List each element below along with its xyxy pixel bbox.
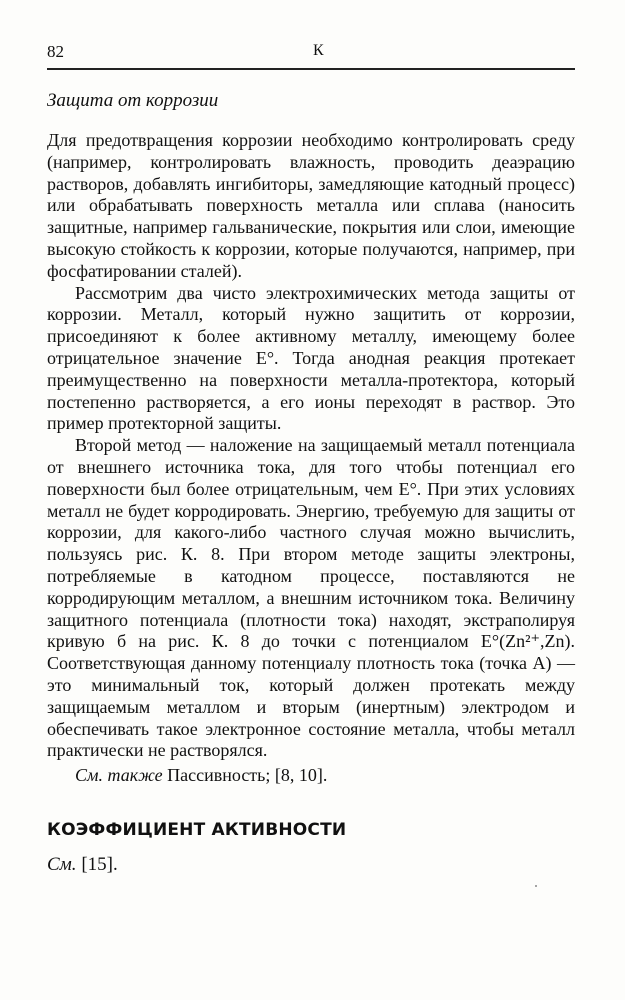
section-title: Защита от коррозии [47, 90, 219, 111]
see-also-text: Пассивность; [8, 10]. [167, 765, 328, 786]
see-also-label: См. также [75, 765, 163, 786]
paragraph-2: Рассмотрим два чисто электрохимических метода защиты от коррозии. Металл, который нужно защитить от коррозии, присоединяют к более активному металлу, имеющему более отрицательное значение E°. Тогда анодная реакция протекает преимущественно на поверхности металла-протектора, который постепенно растворяется, а его ионы переходят в раствор. Это пример протекторной защиты. [47, 282, 575, 434]
header-rule [47, 68, 575, 70]
page-number: 82 [47, 42, 64, 61]
entry-see-label: См. [47, 854, 77, 876]
paragraph-3: Второй метод — наложение на защищаемый металл потенциала от внешнего источника тока, для того чтобы потенциал его поверхности был более отрицательным, чем E°. При этих условиях металл не будет корродировать. Энергию, требуемую для защиты от коррозии, для какого-либо частного случая можно вычислить, пользуясь рис. К. 8. При втором методе защиты электроны, потребляемые в катодном процессе, поставляются не корродирующим металлом, а внешним источником тока. Величину защитного потенциала (плотности тока) находят, экстраполируя кривую б на рис. К. 8 до точки с потенциалом E°(Zn²⁺,Zn). Соответствующая данному потенциалу плотность тока (точка A) — это минимальный ток, который должен протекать между защищаемым металлом и вторым (инертным) электродом и обеспечивать такое электронное состояние металла, чтобы металл практически не растворялся. [47, 435, 575, 761]
document-page [47, 36, 575, 876]
entry-heading: КОЭФФИЦИЕНТ АКТИВНОСТИ [47, 820, 347, 841]
entry-see-line [47, 854, 575, 876]
print-speck [535, 885, 537, 887]
paragraph-1: Для предотвращения коррозии необходимо контролировать среду (например, контролировать влажность, проводить деаэрацию растворов, добавлять ингибиторы, замедляющие катодный процесс) или обрабатывать поверхность металла или сплава (наносить защитные, например гальванические, покрытия или слои, имеющие высокую стойкость к коррозии, которые получаются, например, при фосфатировании сталей). [47, 130, 575, 281]
running-head: К [313, 42, 324, 59]
entry-see-text: [15]. [81, 854, 118, 876]
page-header [47, 36, 575, 62]
see-also-line [75, 764, 575, 786]
